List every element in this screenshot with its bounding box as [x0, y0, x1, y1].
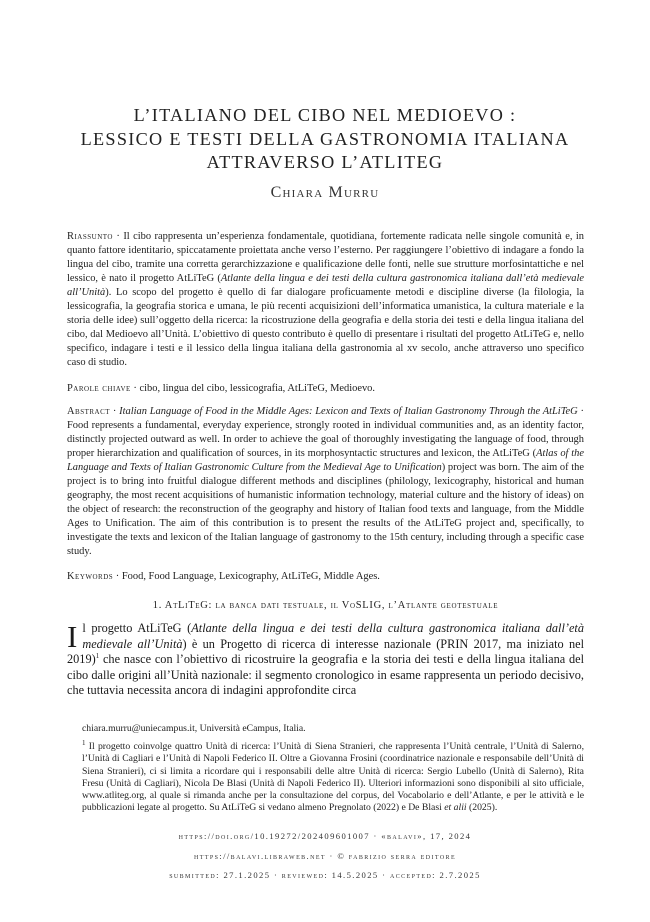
abstract-paragraph	[67, 405, 584, 560]
keywords-label: Keywords	[67, 571, 114, 582]
parole-chiave-label: Parole chiave	[67, 383, 131, 394]
footnote-text-a: Il progetto coinvolge quattro Unità di ricerca: l’Unità di Siena Stranieri, che rappresenta l’Unità centrale, l’Unità di Salerno, l’Unità di Cagliari e l’Unità di Napoli Federico II. Oltre a Giovanna Frosini (coordinatrice nazionale e responsabile dell’Unità di Siena Stranieri), ci si limita a ricordare qui i responsabili delle altre Unità di ricerca: Sergio Lubello (Unità di Salerno), Rita Fresu (Unità di Cagliari), Nicola De Blasi (Unità di Napoli Federico II). Ulteriori informazioni sono disponibili al sito ufficiale, www.atliteg.org, al quale si rimanda anche per la consultazione del corpus, del Vocabolario e dell’Atlante, e per le attività e le pubblicazioni legate al progetto. Su AtLiTeG si vedano almeno Pregnolato (2022) e De Blasi	[82, 741, 584, 814]
parole-chiave-paragraph	[67, 382, 584, 396]
body-paragraph	[67, 621, 584, 699]
keywords-text: Food, Food Language, Lexicography, AtLiTeG, Middle Ages.	[121, 571, 380, 582]
keywords-paragraph	[67, 570, 584, 584]
footnote-mark: 1	[82, 738, 86, 747]
abstract-text-a: · Food represents a fundamental, everyday experience, strongly rooted in individual communities and, as an identity factor, distinctly projected outward as well. In order to achieve the goal of thoroughly investigating the language of food, through proper hierarchization and qualification of sources, in its morphosyntactic structures and lexicon, the AtLiTeG (	[67, 406, 584, 460]
abstract-text-b: ) project was born. The aim of the project is to bring into fruitful dialogue different methods and disciplines (philology, lexicography, historical and human geography, the most recent acquisitions of humanistic information technology, material culture and the history of ideas) on the object of research: the reconstruction of the geography and history of Italian food texts and language, from the Middle Ages to Unification. The aim of this contribution is to present the results of the AtLiTeG project and, specifically, to investigate the texts and lexicon of the Italian language of gastronomy to the 15th century, including through a specific case study.	[67, 462, 584, 558]
abstract-title: Italian Language of Food in the Middle Ages: Lexicon and Texts of Italian Gastronomy Through the AtLiTeG	[119, 406, 578, 417]
drop-cap: I	[67, 619, 78, 654]
article-title	[0, 104, 650, 175]
footnote-1	[82, 738, 584, 815]
body-text-b: ) è un Progetto di ricerca di interesse nazionale (PRIN 2017, ma iniziato nel 2019)	[67, 636, 584, 667]
keywords-separator: ·	[113, 571, 122, 582]
body-project-title: Atlante della lingua e dei testi della cultura gastronomica italiana dall’età medievale all’Unità	[82, 621, 584, 651]
footer-publisher-line: https://balavi.libraweb.net · © fabrizio serra editore	[193, 851, 457, 861]
riassunto-text-a: Il cibo rappresenta un’esperienza fondamentale, quotidiana, fortemente radicata nelle singole comunità e, in quanto fattore identitario, spiccatamente proiettata anche verso l’esterno. Per raggiungere l’obiettivo di indagare a fondo la lingua del cibo, tramite una corretta gerarchizzazione e qualificazione delle fonti, nelle sue strutture morfosintattiche e nel lessico, è nato il progetto AtLiTeG (	[67, 231, 584, 285]
body-text-a: l progetto AtLiTeG (	[82, 621, 192, 635]
riassunto-paragraph	[67, 230, 584, 370]
title-line-2: LESSICO E TESTI DELLA GASTRONOMIA ITALIANA	[80, 128, 570, 149]
author-name: Chiara Murru	[270, 184, 380, 201]
author-affiliation-note: chiara.murru@uniecampus.it, Università eCampus, Italia.	[82, 723, 306, 734]
footnote-reference[interactable]: 1	[95, 652, 100, 661]
parole-chiave-separator: ·	[130, 383, 140, 394]
footer-dates-line: submitted: 27.1.2025 · reviewed: 14.5.2025 · accepted: 2.7.2025	[169, 870, 481, 880]
parole-chiave-text: cibo, lingua del cibo, lessicografia, AtLiTeG, Medioevo.	[139, 383, 375, 394]
title-line-1: L’ITALIANO DEL CIBO NEL MEDIOEVO :	[133, 105, 517, 125]
footnote-text-b: (2025).	[466, 802, 498, 814]
footnote-italic: et alii	[444, 802, 467, 814]
body-text-c: che nasce con l’obiettivo di ricostruire la geografia e la storia dei testi e della lingua italiana del cibo dalle origini all’Unità nazionale: il segmento cronologico in esame rappresenta un periodo decisivo, che tuttavia necessita ancora di indagini approfondite circa	[67, 652, 584, 698]
riassunto-separator: ·	[112, 231, 124, 242]
riassunto-project-title: Atlante della lingua e dei testi della cultura gastronomica italiana dall’età medievale all’Unità	[67, 273, 584, 299]
footer-doi-line: https://doi.org/10.19272/202409601007 · «balavi», 17, 2024	[178, 831, 472, 841]
title-line-3: ATTRAVERSO L’ATLITEG	[206, 152, 444, 173]
abstract-label: Abstract	[67, 406, 111, 417]
abstract-separator: ·	[110, 406, 120, 417]
riassunto-text-b: ). Lo scopo del progetto è quello di far dialogare proficuamente metodi e discipline diverse (la filologia, la lessicografia, la geografia storica e umana, le più recenti acquisizioni dell’informatica umanistica, la cultura materiale e la storia delle idee) sull’oggetto della ricerca: la ricostruzione della geografia e della storia dei testi e della lingua italiana del cibo, dal Medioevo all’Unità. L’obiettivo di questo contributo è quello di presentare i risultati del progetto AtLiTeG e, nello specifico, indagare i testi e il lessico della lingua italiana della gastronomia al xv secolo, anche attraverso uno specifico caso di studio.	[67, 287, 584, 369]
section-heading: 1. AtLiTeG: la banca dati testuale, il VoSLIG, l’Atlante geotestuale	[152, 600, 499, 611]
abstract-project-title: Atlas of the Language and Texts of Italian Gastronomic Culture from the Medieval Age to Unification	[67, 448, 584, 474]
riassunto-label: Riassunto	[67, 231, 113, 242]
